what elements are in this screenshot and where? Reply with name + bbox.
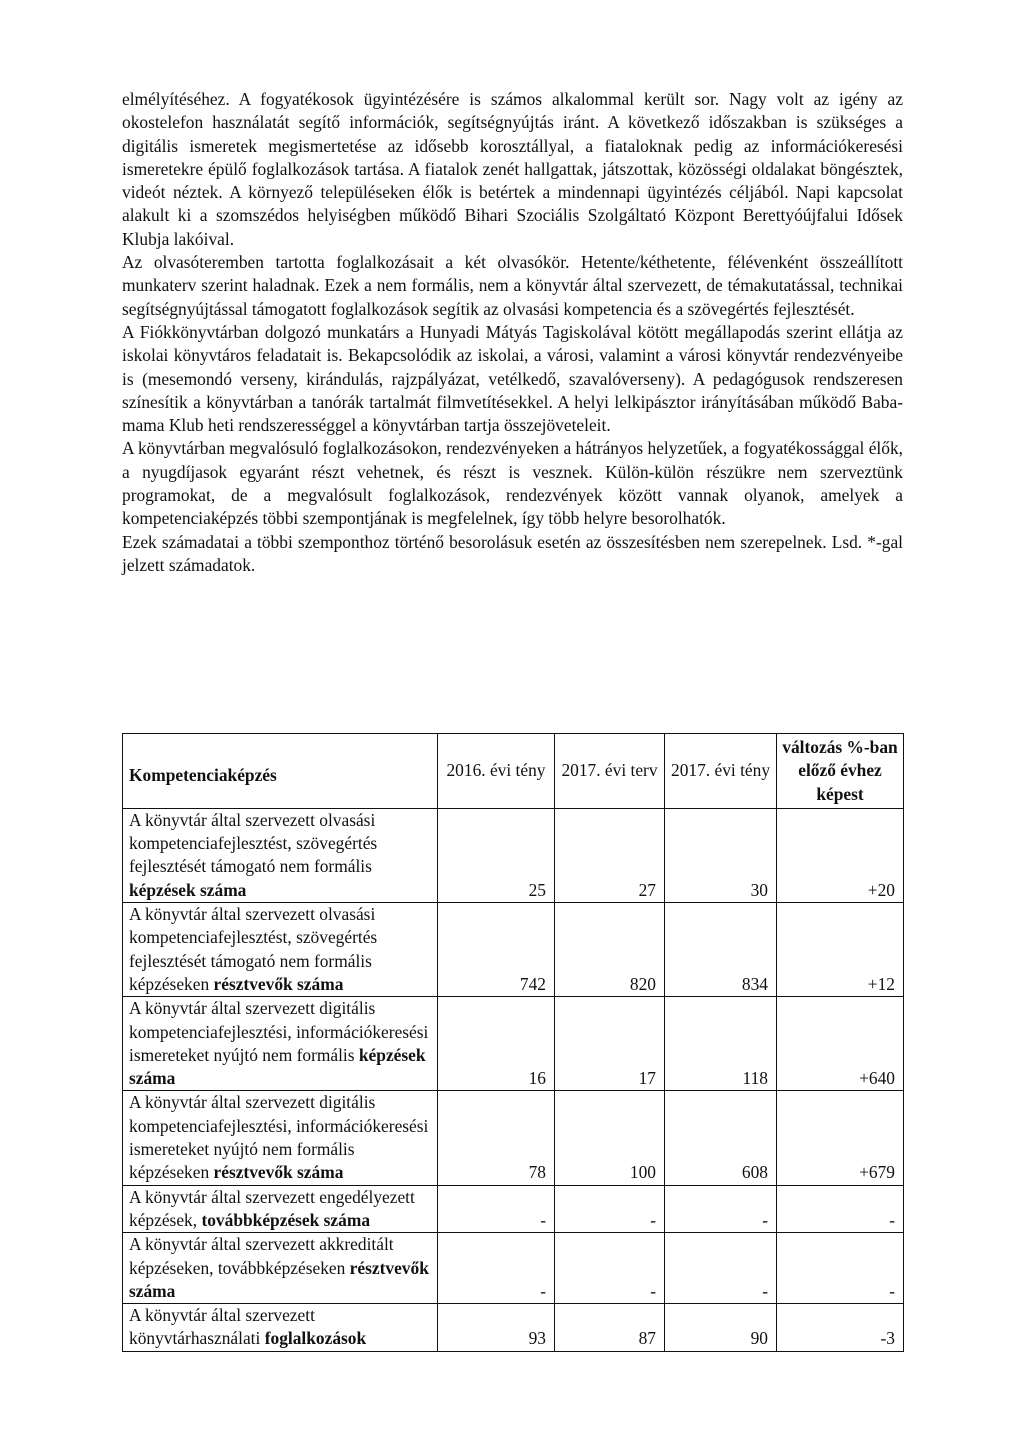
body-text (122, 88, 903, 577)
row-label-text: A könyvtár által szervezett olvasási kompetenciafejlesztést, szövegértés fejlesztését támogató nem formális (129, 809, 378, 877)
cell-change: +679 (777, 1091, 904, 1185)
cell-2017-plan: 820 (555, 903, 665, 997)
row-label-bold: képzések száma (129, 879, 247, 900)
cell-2017-plan: 100 (555, 1091, 665, 1185)
cell-2017-actual: - (665, 1233, 777, 1304)
row-label-text: A könyvtár által szervezett könyvtárhasználati (129, 1305, 315, 1349)
cell-2017-plan: - (555, 1233, 665, 1304)
row-label-bold: résztvevők száma (213, 973, 344, 994)
header-2017-plan: 2017. évi terv (555, 734, 665, 809)
table-row (123, 1185, 904, 1233)
cell-2017-plan: 17 (555, 997, 665, 1091)
cell-2017-actual: 118 (665, 997, 777, 1091)
competency-table-wrapper (122, 733, 903, 1352)
row-label-text: A könyvtár által szervezett akkreditált képzéseken, továbbképzéseken (129, 1234, 394, 1278)
row-label (123, 997, 438, 1091)
header-title: Kompetenciaképzés (123, 734, 438, 809)
cell-2017-plan: - (555, 1185, 665, 1233)
cell-change: +640 (777, 997, 904, 1091)
paragraph-1: elmélyítéséhez. A fogyatékosok ügyintézésére is számos alkalommal került sor. Nagy volt az igény az okostelefon használatát segítő információk, segítségnyújtás iránt. A következő időszakban is szükséges a digitális ismeretek megismertetése az idősebb korosztállyal, a fiataloknak pedig az információkeresési ismeretekre épülő foglalkozások tartása. A fiatalok zenét hallgattak, játszottak, közösségi oldalakat böngésztek, videót néztek. A környező településeken élők is betértek a mindennapi ügyintézés céljából. Napi kapcsolat alakult ki a szomszédos helyiségben működő Bihari Szociális Szolgáltató Központ Berettyóújfalui Idősek Klubja lakóival. (122, 89, 903, 249)
paragraph-2: Az olvasóteremben tartotta foglalkozásait a két olvasókör. Hetente/kéthetente, félévenként összeállított munkaterv szerint haladnak. Ezek a nem formális, nem a könyvtár által szervezett, de témakutatással, technikai segítségnyújtással támogatott foglalkozások segítik az olvasási kompetencia és a szövegértés fejlesztését. (122, 252, 903, 319)
row-label-bold: továbbképzések száma (201, 1209, 371, 1230)
cell-2016-actual: - (438, 1233, 555, 1304)
cell-2017-actual: 834 (665, 903, 777, 997)
cell-2017-actual: - (665, 1185, 777, 1233)
cell-2016-actual: 93 (438, 1304, 555, 1352)
table-row (123, 1233, 904, 1304)
cell-change: +12 (777, 903, 904, 997)
cell-2017-actual: 608 (665, 1091, 777, 1185)
row-label-text: A könyvtár által szervezett olvasási kompetenciafejlesztést, szövegértés fejlesztését támogató nem formális képzéseken (129, 904, 378, 994)
row-label (123, 1233, 438, 1304)
cell-2016-actual: 78 (438, 1091, 555, 1185)
row-label-text: A könyvtár által szervezett digitális kompetenciafejlesztési, információkeresési ismereteket nyújtó nem formális képzéseken (129, 1092, 429, 1183)
paragraph-4: A könyvtárban megvalósuló foglalkozásokon, rendezvényeken a hátrányos helyzetűek, a fogyatékossággal élők, a nyugdíjasok egyaránt részt vehetnek, és részt is vesznek. Külön-külön részükre nem szerveztünk programokat, de a megvalósult foglalkozások, rendezvények között vannak olyanok, amelyek a kompetenciaképzés többi szempontjának is megfelelnek, így több helyre besorolhatók. (122, 438, 903, 529)
table-row (123, 808, 904, 902)
paragraph-3: A Fiókkönyvtárban dolgozó munkatárs a Hunyadi Mátyás Tagiskolával kötött megállapodás szerint ellátja az iskolai könyvtáros feladatait is. Bekapcsolódik az iskolai, a városi, valamint a városi könyvtár rendezvényeibe is (mesemondó verseny, kirándulás, rajzpályázat, vetélkedő, szavalóverseny). A pedagógusok rendszeresen színesítik a könyvtárban a tanórák tartalmát filmvetítésekkel. A helyi lelkipásztor irányításában működő Baba-mama Klub heti rendszerességgel a könyvtárban tartja összejöveteleit. (122, 321, 903, 436)
cell-2017-actual: 90 (665, 1304, 777, 1352)
cell-change: -3 (777, 1304, 904, 1352)
cell-change: - (777, 1233, 904, 1304)
paragraph-5: Ezek számadatai a többi szemponthoz történő besorolásuk esetén az összesítésben nem szerepelnek. Lsd. *-gal jelzett számadatok. (122, 531, 903, 575)
row-label-bold: foglalkozások (264, 1328, 367, 1349)
table-row (123, 1304, 904, 1352)
row-label (123, 903, 438, 997)
cell-change: +20 (777, 808, 904, 902)
header-change-percent: változás %-ban előző évhez képest (777, 734, 904, 809)
cell-2017-plan: 27 (555, 808, 665, 902)
row-label (123, 808, 438, 902)
cell-2016-actual: - (438, 1185, 555, 1233)
row-label-text: A könyvtár által szervezett digitális kompetenciafejlesztési, információkeresési ismereteket nyújtó nem formális (129, 998, 429, 1065)
row-label-bold: résztvevők száma (213, 1162, 344, 1183)
competency-table (122, 733, 904, 1352)
row-label-bold: képzések száma (129, 1044, 426, 1089)
table-row (123, 903, 904, 997)
row-label-text: A könyvtár által szervezett engedélyezett képzések, (129, 1186, 415, 1230)
row-label (123, 1185, 438, 1233)
row-label-bold: résztvevők száma (129, 1257, 429, 1301)
cell-2016-actual: 16 (438, 997, 555, 1091)
table-row (123, 997, 904, 1091)
row-label (123, 1304, 438, 1352)
cell-2017-actual: 30 (665, 808, 777, 902)
cell-2016-actual: 25 (438, 808, 555, 902)
table-row (123, 1091, 904, 1185)
row-label (123, 1091, 438, 1185)
header-2016-actual: 2016. évi tény (438, 734, 555, 809)
table-header-row (123, 734, 904, 809)
header-2017-actual: 2017. évi tény (665, 734, 777, 809)
cell-2017-plan: 87 (555, 1304, 665, 1352)
cell-change: - (777, 1185, 904, 1233)
cell-2016-actual: 742 (438, 903, 555, 997)
